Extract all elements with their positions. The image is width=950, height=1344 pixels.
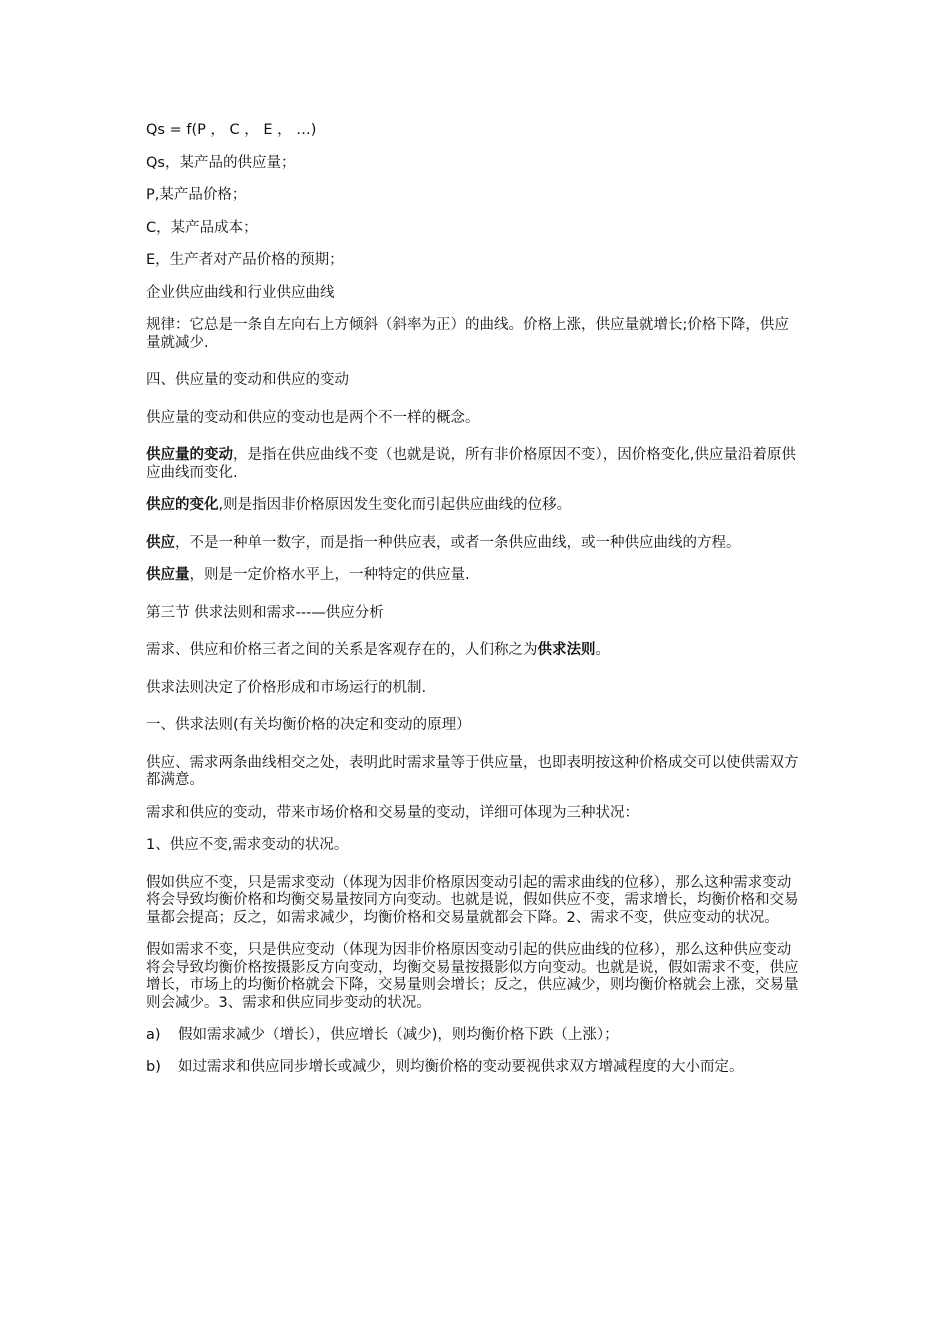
paragraph-supply: 供应，不是一种单一数字，而是指一种供应表，或者一条供应曲线，或一种供应曲线的方程。: [146, 534, 741, 551]
paragraph-case-2: 假如需求不变，只是供应变动（体现为因非价格原因变动引起的供应曲线的位移），那么这种供应变动将会导致均衡价格按摄影反方向变动，均衡交易量按摄影似方向变动。也就是说，假如需求不变，供应增长，市场上的均衡价格就会下降，交易量则会增长；反之，供应减少，则均衡价格就会上涨，交易量则会减少。3、需求和供应同步变动的状况。: [146, 942, 799, 1011]
list-text: 如过需求和供应同步增长或减少，则均衡价格的变动要视供求双方增减程度的大小而定。: [178, 1058, 744, 1075]
paragraph-three-cases: 需求和供应的变动，带来市场价格和交易量的变动，详细可体现为三种状况：: [146, 804, 639, 821]
paragraph-intersection: 供应、需求两条曲线相交之处，表明此时需求量等于供应量，也即表明按这种价格成交可以使供需双方都满意。: [146, 754, 799, 788]
section-heading-3: 第三节 供求法则和需求---—供应分析: [146, 604, 384, 621]
list-item: [146, 1059, 802, 1077]
term-supply: 供应: [146, 534, 175, 551]
paragraph-case-1: 假如供应不变，只是需求变动（体现为因非价格原因变动引起的需求曲线的位移），那么这种需求变动将会导致均衡价格和均衡交易量按同方向变动。也就是说，假如供应不变，需求增长，均衡价格和交易量都会提高；反之，如需求减少，均衡价格和交易量就都会下降。2、需求不变，供应变动的状况。: [146, 874, 799, 926]
list-item: [146, 1027, 802, 1045]
case-1-heading: 1、供应不变,需求变动的状况。: [146, 837, 349, 853]
paragraph-supply-quantity-change: 供应量的变动，是指在供应曲线不变（也就是说，所有非价格原因不变），因价格变化,供应量沿着原供应曲线而变化.: [146, 447, 796, 481]
list-marker: a): [146, 1027, 161, 1043]
definition-qs: Qs，某产品的供应量；: [146, 154, 296, 171]
paragraph-law-mechanism: 供求法则决定了价格形成和市场运行的机制.: [146, 679, 427, 696]
paragraph-supply-quantity: 供应量，则是一定价格水平上，一种特定的供应量.: [146, 567, 470, 583]
term-law-supply-demand: 供求法则: [537, 642, 596, 658]
term-supply-quantity: 供应量: [146, 567, 190, 583]
definition-e: E，生产者对产品价格的预期；: [146, 252, 344, 268]
term-supply-quantity-change: 供应量的变动: [146, 447, 233, 463]
section-heading-4: 四、供应量的变动和供应的变动: [146, 372, 349, 388]
definition-p: P,某产品价格；: [146, 187, 247, 203]
definition-c: C，某产品成本；: [146, 219, 258, 236]
list-text: 假如需求减少（增长），供应增长（减少)，则均衡价格下跌（上涨）；: [178, 1027, 619, 1043]
term-supply-change: 供应的变化: [146, 497, 219, 513]
paragraph-law-intro: 需求、供应和价格三者之间的关系是客观存在的，人们称之为供求法则。: [146, 642, 610, 658]
subheading-supply-curves: 企业供应曲线和行业供应曲线: [146, 284, 335, 301]
paragraph-concepts: 供应量的变动和供应的变动也是两个不一样的概念。: [146, 409, 480, 426]
section-heading-1: 一、供求法则(有关均衡价格的决定和变动的原理）: [146, 717, 471, 733]
paragraph-rule: 规律：它总是一条自左向右上方倾斜（斜率为正）的曲线。价格上涨，供应量就增长;价格下降，供应量就减少.: [146, 317, 789, 351]
list-marker: b): [146, 1058, 161, 1075]
paragraph-supply-change: 供应的变化,则是指因非价格原因发生变化而引起供应曲线的位移。: [146, 497, 572, 513]
formula-line: Qs = f(P ， C ， E ， …): [146, 122, 317, 138]
